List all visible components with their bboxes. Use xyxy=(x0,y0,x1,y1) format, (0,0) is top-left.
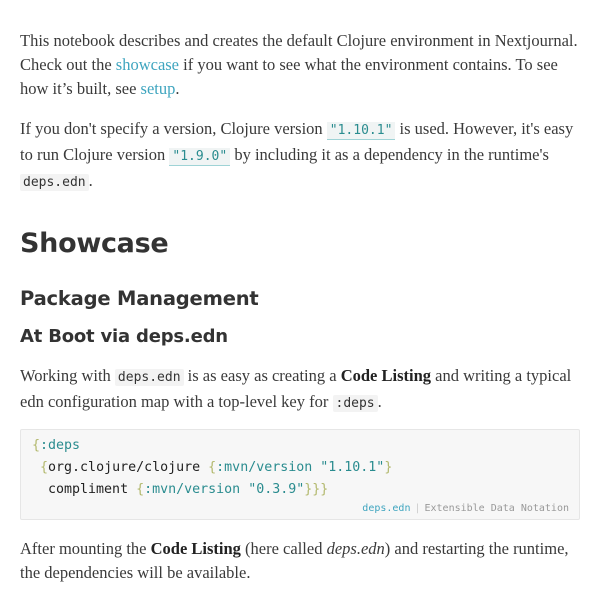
string: "0.3.9" xyxy=(248,482,305,497)
text: is as easy as creating a xyxy=(183,366,341,385)
intro-paragraph-2 xyxy=(20,117,580,195)
text: . xyxy=(88,171,93,190)
heading-showcase: Showcase xyxy=(20,228,169,259)
text: . xyxy=(175,79,180,98)
brace: { xyxy=(40,460,49,475)
version-string-alt: "1.9.0" xyxy=(169,148,230,166)
text: This notebook describes and creates the default Clojure environment in Nextjournal. Check out the xyxy=(20,31,578,74)
code-content[interactable] xyxy=(32,435,392,501)
string: "1.10.1" xyxy=(320,460,385,475)
heading-at-boot: At Boot via deps.edn xyxy=(20,326,228,347)
symbol: compliment xyxy=(48,482,129,497)
brace: { xyxy=(32,438,41,453)
text: After mounting the xyxy=(20,539,151,558)
brace: { xyxy=(136,482,145,497)
inline-code-deps-edn: deps.edn xyxy=(20,174,89,191)
keyword: :mvn/version xyxy=(216,460,313,475)
intro-paragraph-1 xyxy=(20,29,580,101)
text: and writing a typical edn configuration map with a top-level key for xyxy=(20,366,572,411)
code-cell-filetype: Extensible Data Notation xyxy=(424,503,569,514)
keyword: :deps xyxy=(40,438,81,453)
paragraph-after-mounting xyxy=(20,537,580,585)
brace: }}} xyxy=(304,482,329,497)
paragraph-working-with xyxy=(20,364,580,416)
symbol: org.clojure/clojure xyxy=(48,460,201,475)
brace: { xyxy=(208,460,217,475)
text: Working with xyxy=(20,366,115,385)
text: . xyxy=(377,392,382,411)
bold-code-listing: Code Listing xyxy=(150,539,241,558)
text: (here called xyxy=(240,539,327,558)
heading-package-management: Package Management xyxy=(20,287,259,310)
italic-deps-edn: deps.edn xyxy=(326,539,385,558)
text: if you want to see what the environment contains. To see how it’s built, see xyxy=(20,55,558,98)
separator: | xyxy=(414,503,421,514)
version-string-default: "1.10.1" xyxy=(327,122,396,140)
text: by including it as a dependency in the runtime's xyxy=(230,145,549,164)
inline-code-deps-edn: deps.edn xyxy=(115,369,184,386)
keyword: :mvn/version xyxy=(144,482,241,497)
notebook-content xyxy=(20,29,580,582)
text: If you don't specify a version, Clojure version xyxy=(20,119,327,138)
inline-code-deps-key: :deps xyxy=(333,395,378,412)
setup-link[interactable]: setup xyxy=(140,79,176,98)
text: is used. However, it's easy to run Clojure version xyxy=(20,119,574,164)
code-listing-cell[interactable] xyxy=(20,429,580,520)
brace: } xyxy=(384,460,393,475)
code-cell-footer xyxy=(362,503,569,514)
text: ) and restarting the runtime, the dependencies will be available. xyxy=(20,539,569,582)
bold-code-listing: Code Listing xyxy=(340,366,432,385)
code-cell-filename[interactable]: deps.edn xyxy=(362,503,411,514)
showcase-link[interactable]: showcase xyxy=(115,55,180,74)
